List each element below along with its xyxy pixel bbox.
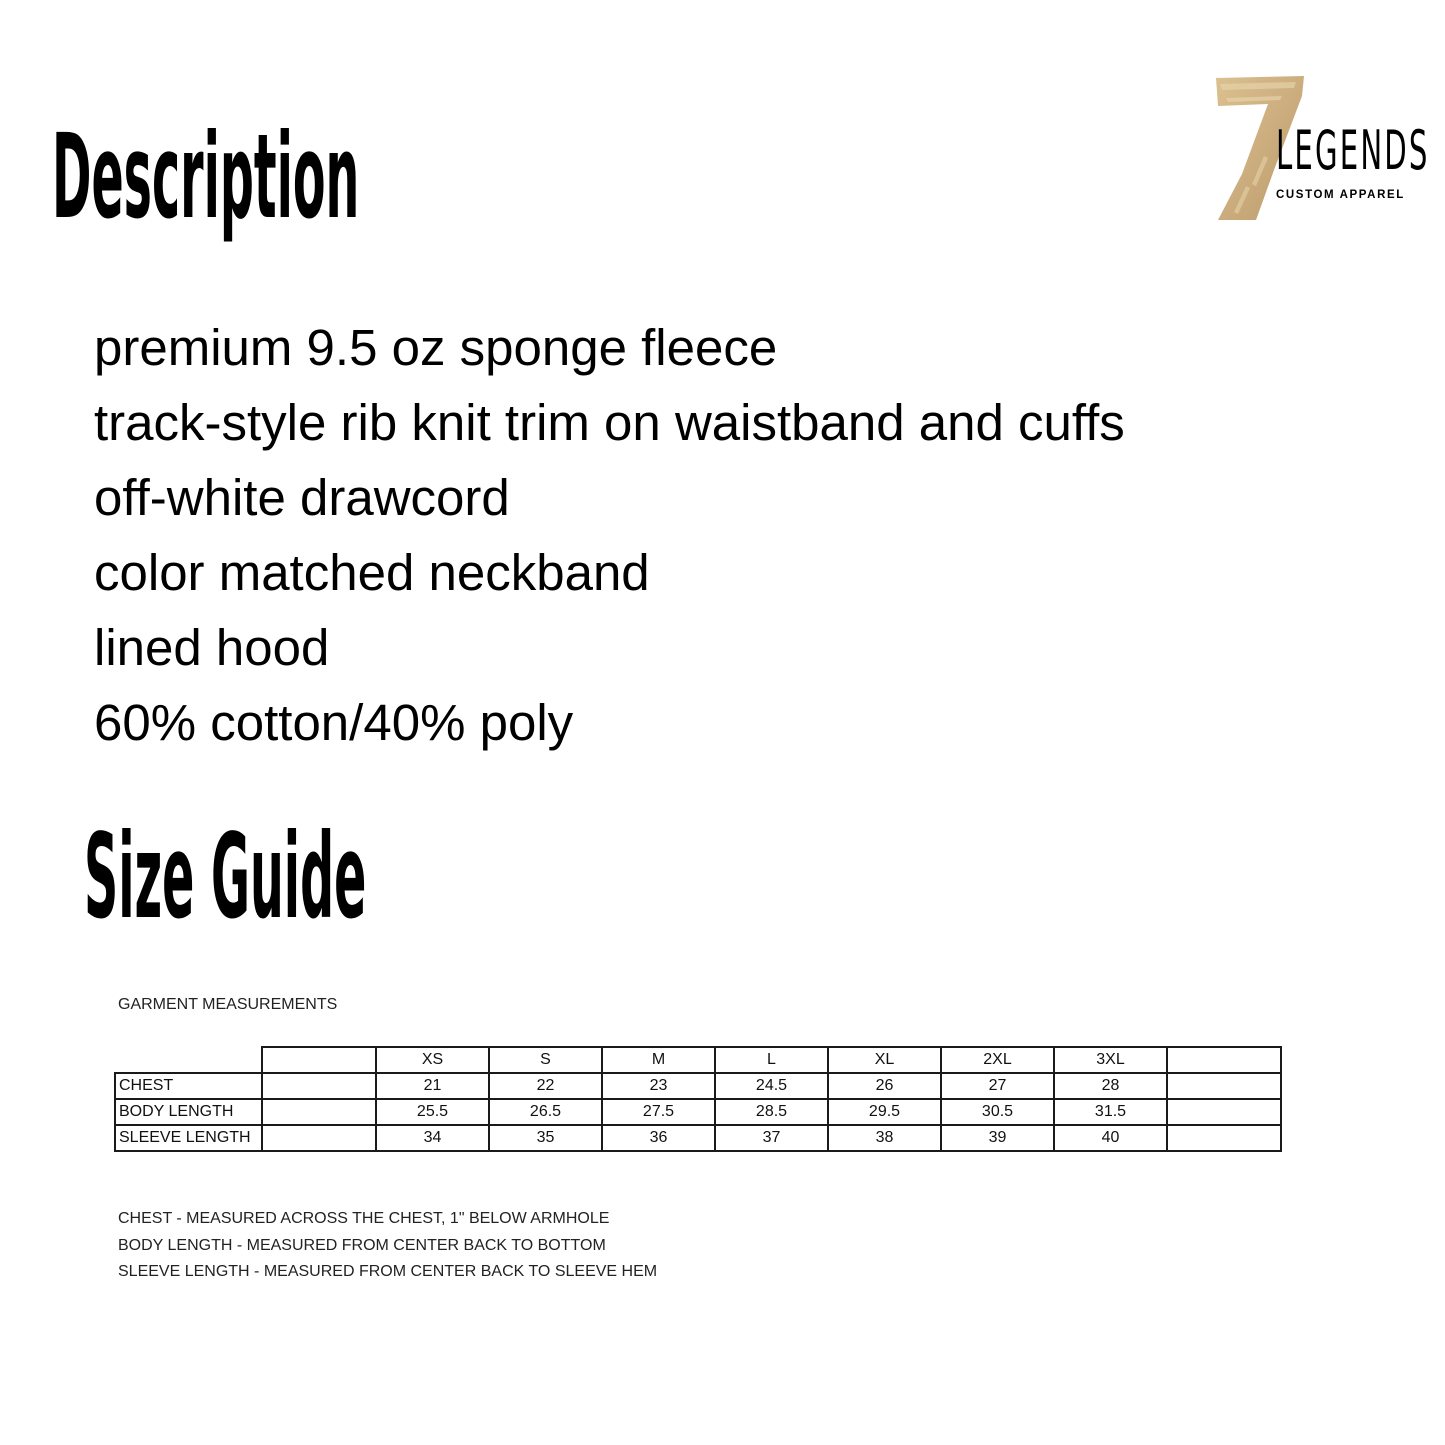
- description-heading: Description: [52, 108, 360, 245]
- feature-item: color matched neckband: [94, 544, 650, 601]
- measurement-cell: 31.5: [1054, 1099, 1167, 1125]
- measurement-cell: 30.5: [941, 1099, 1054, 1125]
- size-header: L: [715, 1047, 828, 1073]
- table-corner-cell: [115, 1047, 262, 1073]
- measurement-cell: 25.5: [376, 1099, 489, 1125]
- measurement-cell: 39: [941, 1125, 1054, 1151]
- size-guide-heading: Size Guide: [84, 808, 367, 945]
- table-blank-cell: [262, 1073, 376, 1099]
- measurement-cell: 23: [602, 1073, 715, 1099]
- size-header: XL: [828, 1047, 941, 1073]
- measurement-cell: 40: [1054, 1125, 1167, 1151]
- size-header: XS: [376, 1047, 489, 1073]
- note-item: CHEST - MEASURED ACROSS THE CHEST, 1" BELOW ARMHOLE: [118, 1210, 610, 1227]
- measurement-cell: 29.5: [828, 1099, 941, 1125]
- feature-item: track-style rib knit trim on waistband and cuffs: [94, 394, 1125, 451]
- logo-tagline: CUSTOM APPAREL: [1276, 189, 1405, 201]
- table-blank-cell: [1167, 1099, 1281, 1125]
- measurement-cell: 27: [941, 1073, 1054, 1099]
- note-item: SLEEVE LENGTH - MEASURED FROM CENTER BACK TO SLEEVE HEM: [118, 1263, 658, 1280]
- size-table: [114, 1046, 1282, 1152]
- measurement-cell: 37: [715, 1125, 828, 1151]
- table-row: [115, 1073, 1281, 1099]
- feature-item: off-white drawcord: [94, 469, 510, 526]
- feature-list: [94, 310, 1125, 760]
- measurement-cell: 27.5: [602, 1099, 715, 1125]
- size-header: S: [489, 1047, 602, 1073]
- measurement-cell: 22: [489, 1073, 602, 1099]
- measurement-cell: 26: [828, 1073, 941, 1099]
- row-label: BODY LENGTH: [115, 1099, 262, 1125]
- row-label: CHEST: [115, 1073, 262, 1099]
- measurement-cell: 28.5: [715, 1099, 828, 1125]
- size-header: 2XL: [941, 1047, 1054, 1073]
- measurement-cell: 35: [489, 1125, 602, 1151]
- table-title: GARMENT MEASUREMENTS: [118, 996, 338, 1013]
- measurement-cell: 36: [602, 1125, 715, 1151]
- size-header: 3XL: [1054, 1047, 1167, 1073]
- table-blank-cell: [1167, 1125, 1281, 1151]
- table-blank-cell: [262, 1047, 376, 1073]
- table-blank-cell: [262, 1099, 376, 1125]
- feature-item: premium 9.5 oz sponge fleece: [94, 319, 778, 376]
- measurement-cell: 24.5: [715, 1073, 828, 1099]
- measurement-cell: 28: [1054, 1073, 1167, 1099]
- table-blank-cell: [1167, 1047, 1281, 1073]
- feature-item: lined hood: [94, 619, 330, 676]
- measurement-cell: 26.5: [489, 1099, 602, 1125]
- table-row: [115, 1125, 1281, 1151]
- measurement-cell: 38: [828, 1125, 941, 1151]
- measurement-cell: 21: [376, 1073, 489, 1099]
- measurement-cell: 34: [376, 1125, 489, 1151]
- table-blank-cell: [262, 1125, 376, 1151]
- size-header-row: [115, 1047, 1281, 1073]
- table-blank-cell: [1167, 1073, 1281, 1099]
- brand-logo: [1212, 74, 1430, 224]
- size-header: M: [602, 1047, 715, 1073]
- feature-item: 60% cotton/40% poly: [94, 694, 574, 751]
- logo-wordmark: LEGENDS: [1276, 119, 1430, 182]
- table-row: [115, 1099, 1281, 1125]
- note-item: BODY LENGTH - MEASURED FROM CENTER BACK TO BOTTOM: [118, 1236, 606, 1254]
- measurement-notes: [118, 1206, 657, 1286]
- row-label: SLEEVE LENGTH: [115, 1125, 262, 1151]
